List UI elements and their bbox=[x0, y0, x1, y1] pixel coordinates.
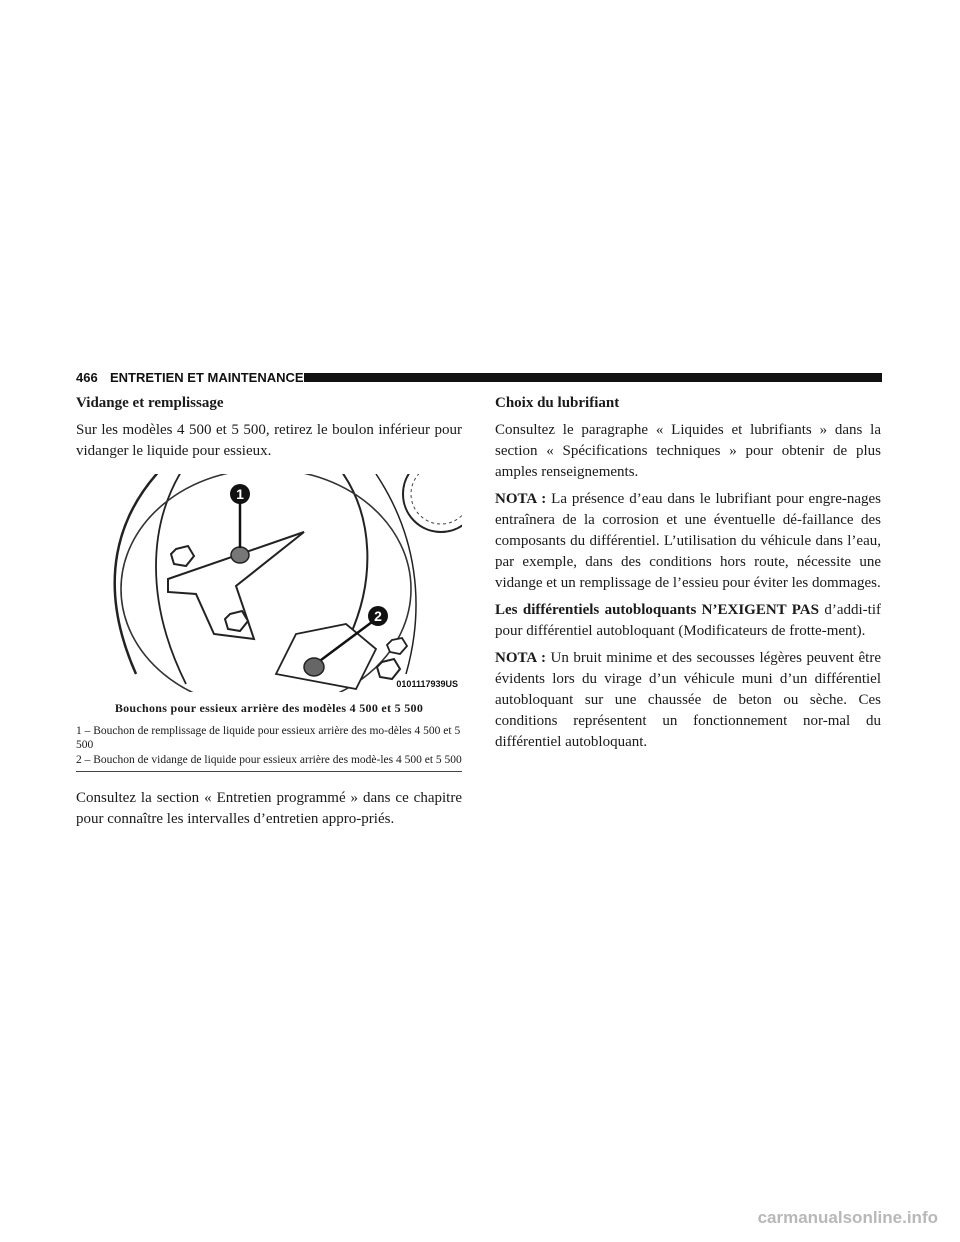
limited-slip-bold: Les différentiels autobloquants N’EXIGENT PAS bbox=[495, 602, 819, 618]
page-number: 466 bbox=[76, 370, 98, 385]
heading-lubricant-choice: Choix du lubrifiant bbox=[495, 395, 620, 411]
figure-code: 0101117939US bbox=[396, 679, 458, 689]
closing-paragraph: Consultez la section « Entretien programmé » dans ce chapitre pour connaître les intervalles d’entretien appro-priés. bbox=[76, 790, 462, 827]
section-title: ENTRETIEN ET MAINTENANCE bbox=[110, 370, 304, 385]
caption-rule bbox=[76, 771, 462, 772]
note-label: NOTA : bbox=[495, 650, 546, 666]
intro-paragraph: Sur les modèles 4 500 et 5 500, retirez le boulon inférieur pour vidanger le liquide pour essieux. bbox=[76, 422, 462, 459]
note-water bbox=[495, 489, 881, 594]
callout-1: 1 bbox=[236, 486, 244, 502]
axle-illustration bbox=[76, 474, 462, 692]
caption-item: 1 – Bouchon de remplissage de liquide pour essieux arrière des mo-dèles 4 500 et 5 500 bbox=[76, 725, 461, 751]
header-rule bbox=[304, 373, 882, 382]
callout-2: 2 bbox=[374, 608, 382, 624]
note-text: Un bruit minime et des secousses légères peuvent être évidents lors du virage d’un véhicule muni d’un différentiel autobloquant sur une chaussée de beton ou sèche. Ces conditions représentent un fonctionnement nor-mal du différentiel autobloquant. bbox=[495, 650, 881, 750]
left-column bbox=[76, 391, 462, 836]
axle-plugs-figure bbox=[76, 474, 462, 692]
note-text: La présence d’eau dans le lubrifiant pour engre-nages entraînera de la corrosion et une éventuelle dé-faillance des composants du différentiel. L’utilisation du véhicule dans l’eau, par exemple, dans des conditions hors route, nécessite une vidange et un remplissage de l’essieu pour éviter les dommages. bbox=[495, 491, 881, 591]
figure-caption-title: Bouchons pour essieux arrière des modèles 4 500 et 5 500 bbox=[114, 701, 424, 715]
heading-drain-fill: Vidange et remplissage bbox=[76, 395, 224, 411]
limited-slip-text: d’addi-tif pour différentiel autobloquant (Modificateurs de frotte-ment). bbox=[495, 602, 881, 639]
note-label: NOTA : bbox=[495, 491, 547, 507]
lubricant-paragraph: Consultez le paragraphe « Liquides et lubrifiants » dans la section « Spécifications techniques » pour obtenir de plus amples renseignements. bbox=[495, 422, 881, 480]
right-column bbox=[495, 391, 881, 759]
figure-caption-list bbox=[76, 724, 462, 767]
page-header bbox=[76, 370, 882, 386]
limited-slip-paragraph bbox=[495, 600, 881, 642]
caption-item: 2 – Bouchon de vidange de liquide pour essieux arrière des modè-les 4 500 et 5 500 bbox=[76, 754, 462, 766]
watermark: carmanualsonline.info bbox=[757, 1208, 938, 1227]
note-noise bbox=[495, 648, 881, 753]
